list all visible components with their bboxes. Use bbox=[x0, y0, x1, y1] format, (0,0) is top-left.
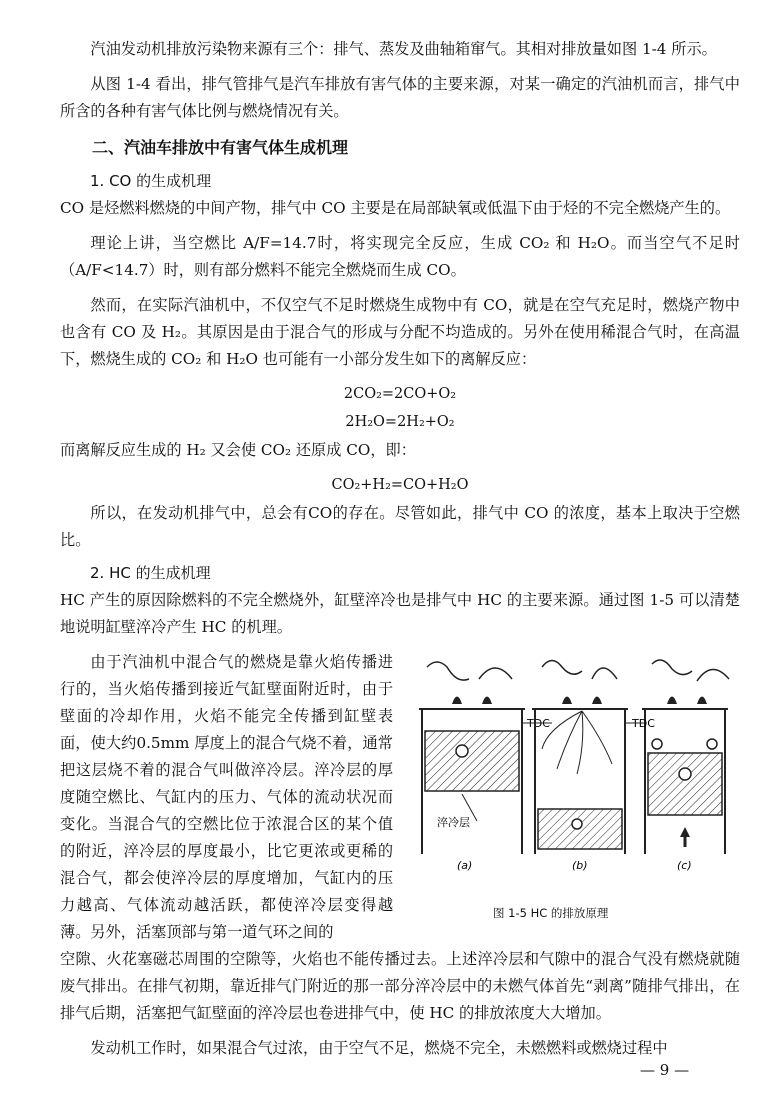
figure-caption: 图 1-5 HC 的排放原理 bbox=[493, 906, 609, 920]
text-with-figure bbox=[60, 649, 740, 946]
paragraph: 从图 1-4 看出，排气管排气是汽车排放有害气体的主要来源，对某一确定的汽油机而言，排气中所含的各种有害气体比例与燃烧情况有关。 bbox=[60, 75, 740, 120]
formula: 2CO₂=2CO+O₂ bbox=[343, 386, 457, 402]
paragraph: 由于汽油机中混合气的燃烧是靠火焰传播进行的，当火焰传播到接近气缸壁面附近时，由于壁面的冷却作用，火焰不能完全传播到缸壁表面，使大约0.5mm 厚度上的混合气烧不着，通常把这层烧不着的混合气叫做淬冷层。淬冷层的厚度随空燃比、气缸内的压力、气体的流动状况而变化。当混合气的空燃比位于浓混合区的某个值的附近，淬冷层的厚度最小，比它更浓或更稀的混合气，都会使淬冷层的厚度增加，气缸内的压力越高、气体流动越活跃，都使淬冷层变得越薄。另外，活塞顶部与第一道气环之间的 bbox=[60, 653, 393, 941]
page-number: — 9 — bbox=[640, 1061, 690, 1079]
tdc-label-c: TDC bbox=[632, 717, 655, 730]
formula: 2H₂O=2H₂+O₂ bbox=[345, 414, 455, 430]
tdc-label-a: TDC bbox=[527, 717, 550, 730]
subsection-title-hc: 2. HC 的生成机理 bbox=[90, 564, 211, 582]
paragraph: CO 是烃燃料燃烧的中间产物，排气中 CO 主要是在局部缺氧或低温下由于烃的不完全燃烧产生的。 bbox=[60, 199, 731, 217]
formula: CO₂+H₂=CO+H₂O bbox=[331, 477, 469, 493]
cylinder-c bbox=[642, 660, 729, 854]
paragraph: 理论上讲，当空燃比 A/F=14.7时，将实现完全反应，生成 CO₂ 和 H₂O。而当空气不足时（A/F<14.7）时，则有部分燃料不能完全燃烧而生成 CO。 bbox=[60, 234, 740, 279]
section-title: 二、汽油车排放中有害气体生成机理 bbox=[92, 138, 349, 157]
figure-1-5 bbox=[407, 649, 740, 944]
subsection-title-co: 1. CO 的生成机理 bbox=[90, 172, 212, 190]
panel-b-label: (b) bbox=[572, 859, 588, 872]
panel-a-label: (a) bbox=[457, 859, 473, 872]
paragraph: 所以，在发动机排气中，总会有CO的存在。尽管如此，排气中 CO 的浓度，基本上取决于空燃比。 bbox=[60, 504, 740, 549]
paragraph: 而离解反应生成的 H₂ 又会使 CO₂ 还原成 CO，即： bbox=[60, 441, 416, 459]
hc-emission-diagram bbox=[407, 649, 740, 899]
cylinder-a bbox=[419, 662, 525, 854]
paragraph: 空隙、火花塞磁芯周围的空隙等，火焰也不能传播过去。上述淬冷层和气隙中的混合气没有燃烧就随废气排出。在排气初期，靠近排气门附近的那一部分淬冷层中的未燃气体首先“剥离”随排气排出，在排气后期，活塞把气缸壁面的淬冷层也卷进排气中，使 HC 的排放浓度大大增加。 bbox=[60, 950, 740, 1022]
quench-layer-label: 淬冷层 bbox=[437, 816, 470, 829]
cylinder-b bbox=[532, 661, 628, 855]
panel-c-label: (c) bbox=[677, 859, 692, 872]
paragraph: 然而，在实际汽油机中，不仅空气不足时燃烧生成物中有 CO，就是在空气充足时，燃烧产物中也含有 CO 及 H₂。其原因是由于混合气的形成与分配不均造成的。另外在使用稀混合气时，在高温下，燃烧生成的 CO₂ 和 H₂O 也可能有一小部分发生如下的离解反应： bbox=[60, 296, 740, 368]
wrapped-text bbox=[60, 649, 393, 946]
paragraph: 汽油发动机排放污染物来源有三个：排气、蒸发及曲轴箱窜气。其相对排放量如图 1-4 所示。 bbox=[90, 40, 717, 58]
paragraph: HC 产生的原因除燃料的不完全燃烧外，缸壁淬冷也是排气中 HC 的主要来源。通过图 1-5 可以清楚地说明缸壁淬冷产生 HC 的机理。 bbox=[60, 591, 740, 636]
page-body bbox=[60, 36, 740, 1070]
paragraph: 发动机工作时，如果混合气过浓，由于空气不足，燃烧不完全，未燃燃料或燃烧过程中 bbox=[90, 1039, 668, 1057]
